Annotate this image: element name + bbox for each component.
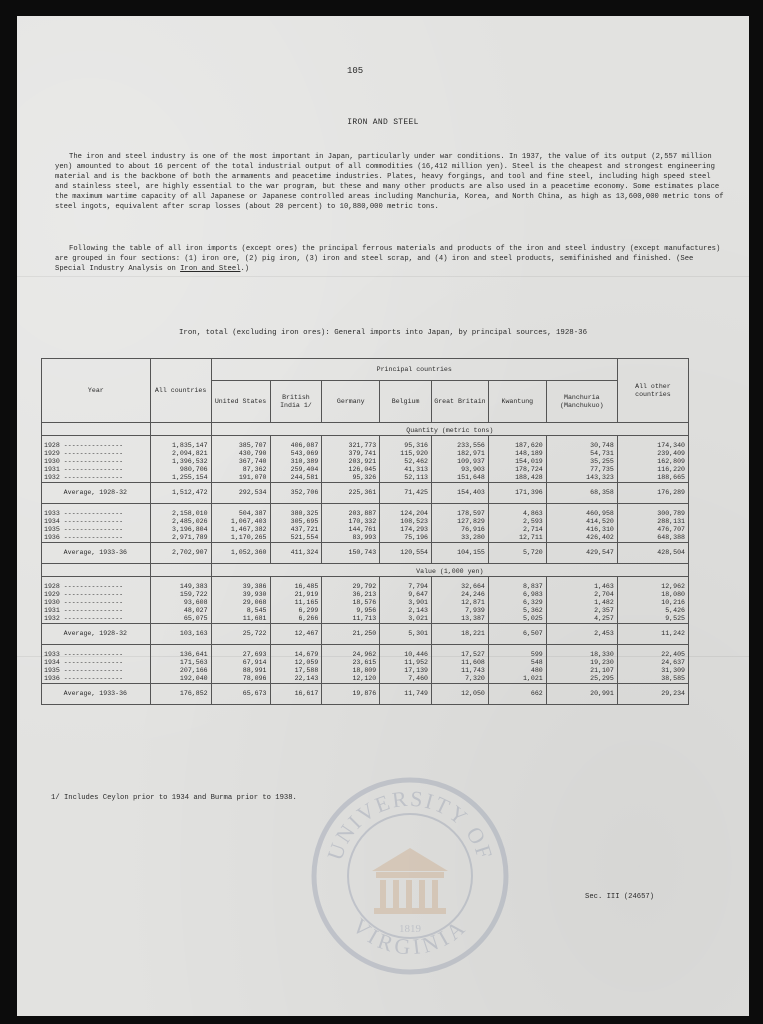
table-row xyxy=(42,615,689,624)
value-cell: 76,916 xyxy=(432,526,489,534)
value-cell: 75,196 xyxy=(380,534,432,543)
value-cell: 9,525 xyxy=(617,615,688,624)
value-cell: 7,794 xyxy=(380,583,432,591)
table-row xyxy=(42,534,689,543)
value-cell: 203,887 xyxy=(322,510,380,518)
value-cell: 3,021 xyxy=(380,615,432,624)
sections-paragraph-text: Following the table of all iron imports (except ores) the principal ferrous materials and products of the iron and steel industry (except manufactures) are grouped in four sections: (1) iron ore, (2) pig iron, (3) iron and steel scrap, and (4) iron and steel products, semifinished and finished. (See Special Industry Analysis on xyxy=(55,245,721,274)
value-cell: 25,295 xyxy=(546,675,617,684)
table-row xyxy=(42,474,689,483)
average-value: 225,361 xyxy=(322,483,380,504)
average-value: 6,507 xyxy=(488,624,546,645)
table-row xyxy=(42,591,689,599)
average-value: 2,453 xyxy=(546,624,617,645)
year-cell: 1933 --------------- xyxy=(42,510,151,518)
value-cell: 24,962 xyxy=(322,651,380,659)
value-cell: 109,937 xyxy=(432,458,489,466)
value-cell: 83,993 xyxy=(322,534,380,543)
value-cell: 12,871 xyxy=(432,599,489,607)
section-row xyxy=(42,423,689,436)
table-row xyxy=(42,607,689,615)
value-cell: 88,991 xyxy=(211,667,270,675)
value-cell: 4,863 xyxy=(488,510,546,518)
year-header: Year xyxy=(42,359,151,423)
country-header: Belgium xyxy=(380,381,432,423)
year-cell: 1929 --------------- xyxy=(42,450,151,458)
value-cell: 124,204 xyxy=(380,510,432,518)
value-cell: 1,170,265 xyxy=(211,534,270,543)
iron-imports-table xyxy=(41,358,689,705)
average-value: 150,743 xyxy=(322,543,380,564)
value-cell: 11,743 xyxy=(432,667,489,675)
value-cell: 174,340 xyxy=(617,442,688,450)
value-cell: 6,266 xyxy=(270,615,322,624)
value-cell: 154,019 xyxy=(488,458,546,466)
year-cell: 1929 --------------- xyxy=(42,591,151,599)
year-cell: 1934 --------------- xyxy=(42,659,151,667)
value-cell: 182,971 xyxy=(432,450,489,458)
sections-paragraph-end: .) xyxy=(240,265,250,274)
average-value: 68,358 xyxy=(546,483,617,504)
country-header: Germany xyxy=(322,381,380,423)
value-cell: 17,527 xyxy=(432,651,489,659)
value-cell: 1,467,382 xyxy=(211,526,270,534)
value-cell: 13,387 xyxy=(432,615,489,624)
average-value: 12,467 xyxy=(270,624,322,645)
year-cell: 1935 --------------- xyxy=(42,526,151,534)
average-value: 104,155 xyxy=(432,543,489,564)
value-cell: 385,707 xyxy=(211,442,270,450)
value-cell: 39,930 xyxy=(211,591,270,599)
value-cell: 32,664 xyxy=(432,583,489,591)
table-row xyxy=(42,466,689,474)
page-number: 105 xyxy=(347,66,364,76)
value-cell: 3,901 xyxy=(380,599,432,607)
average-value: 2,702,907 xyxy=(150,543,211,564)
value-cell: 2,357 xyxy=(546,607,617,615)
value-cell: 143,323 xyxy=(546,474,617,483)
average-value: 429,547 xyxy=(546,543,617,564)
svg-text:UNIVERSITY OF: UNIVERSITY OF xyxy=(322,785,498,864)
value-cell: 18,080 xyxy=(617,591,688,599)
average-value: 25,722 xyxy=(211,624,270,645)
value-cell: 416,310 xyxy=(546,526,617,534)
value-cell: 1,835,147 xyxy=(150,442,211,450)
value-cell: 144,761 xyxy=(322,526,380,534)
value-cell: 244,581 xyxy=(270,474,322,483)
value-cell: 48,027 xyxy=(150,607,211,615)
all-countries-header: All countries xyxy=(150,359,211,423)
value-cell: 11,952 xyxy=(380,659,432,667)
value-cell: 288,131 xyxy=(617,518,688,526)
average-value: 16,617 xyxy=(270,684,322,705)
svg-text:1819: 1819 xyxy=(399,923,421,935)
value-cell: 36,213 xyxy=(322,591,380,599)
value-cell: 41,313 xyxy=(380,466,432,474)
value-cell: 93,608 xyxy=(150,599,211,607)
value-cell: 12,059 xyxy=(270,659,322,667)
value-cell: 22,405 xyxy=(617,651,688,659)
value-cell: 21,919 xyxy=(270,591,322,599)
section-reference: Sec. III (24657) xyxy=(585,893,655,901)
average-label: Average, 1933-36 xyxy=(42,684,151,705)
table-row xyxy=(42,442,689,450)
value-cell: 10,216 xyxy=(617,599,688,607)
value-cell: 127,829 xyxy=(432,518,489,526)
average-value: 19,876 xyxy=(322,684,380,705)
all-other-countries-header: All other countries xyxy=(617,359,688,423)
value-cell: 188,428 xyxy=(488,474,546,483)
value-cell: 33,280 xyxy=(432,534,489,543)
value-cell: 11,713 xyxy=(322,615,380,624)
value-cell: 188,665 xyxy=(617,474,688,483)
table-row xyxy=(42,518,689,526)
table-row xyxy=(42,583,689,591)
table-row xyxy=(42,667,689,675)
value-cell: 11,608 xyxy=(432,659,489,667)
value-cell: 54,731 xyxy=(546,450,617,458)
average-value: 12,050 xyxy=(432,684,489,705)
average-value: 411,324 xyxy=(270,543,322,564)
value-cell: 548 xyxy=(488,659,546,667)
value-cell: 480 xyxy=(488,667,546,675)
year-cell: 1934 --------------- xyxy=(42,518,151,526)
value-cell: 367,740 xyxy=(211,458,270,466)
year-cell: 1936 --------------- xyxy=(42,675,151,684)
year-cell: 1936 --------------- xyxy=(42,534,151,543)
value-cell: 406,087 xyxy=(270,442,322,450)
table-row xyxy=(42,651,689,659)
value-cell: 2,714 xyxy=(488,526,546,534)
value-cell: 2,158,010 xyxy=(150,510,211,518)
iron-and-steel-reference: Iron and Steel xyxy=(180,265,241,274)
value-cell: 115,920 xyxy=(380,450,432,458)
value-cell: 379,741 xyxy=(322,450,380,458)
value-cell: 1,255,154 xyxy=(150,474,211,483)
year-cell: 1935 --------------- xyxy=(42,667,151,675)
value-cell: 6,329 xyxy=(488,599,546,607)
value-cell: 29,068 xyxy=(211,599,270,607)
average-value: 1,052,360 xyxy=(211,543,270,564)
table-row xyxy=(42,675,689,684)
value-cell: 3,196,804 xyxy=(150,526,211,534)
table-row xyxy=(42,450,689,458)
value-cell: 19,230 xyxy=(546,659,617,667)
value-cell: 321,773 xyxy=(322,442,380,450)
average-value: 352,706 xyxy=(270,483,322,504)
value-cell: 191,070 xyxy=(211,474,270,483)
value-cell: 178,724 xyxy=(488,466,546,474)
value-cell: 2,593 xyxy=(488,518,546,526)
value-cell: 14,679 xyxy=(270,651,322,659)
value-cell: 187,620 xyxy=(488,442,546,450)
year-cell: 1930 --------------- xyxy=(42,599,151,607)
value-cell: 430,790 xyxy=(211,450,270,458)
value-cell: 504,387 xyxy=(211,510,270,518)
average-row xyxy=(42,684,689,705)
average-row xyxy=(42,483,689,504)
average-value: 5,301 xyxy=(380,624,432,645)
average-label: Average, 1928-32 xyxy=(42,483,151,504)
value-cell: 239,409 xyxy=(617,450,688,458)
value-cell: 65,075 xyxy=(150,615,211,624)
value-cell: 23,615 xyxy=(322,659,380,667)
country-header: Kwantung xyxy=(488,381,546,423)
value-cell: 414,520 xyxy=(546,518,617,526)
average-value: 29,234 xyxy=(617,684,688,705)
value-cell: 29,792 xyxy=(322,583,380,591)
value-cell: 426,402 xyxy=(546,534,617,543)
value-cell: 18,576 xyxy=(322,599,380,607)
value-cell: 12,120 xyxy=(322,675,380,684)
value-cell: 6,299 xyxy=(270,607,322,615)
average-value: 292,534 xyxy=(211,483,270,504)
value-cell: 2,704 xyxy=(546,591,617,599)
value-cell: 300,789 xyxy=(617,510,688,518)
year-cell: 1933 --------------- xyxy=(42,651,151,659)
value-cell: 16,485 xyxy=(270,583,322,591)
value-cell: 380,325 xyxy=(270,510,322,518)
year-cell: 1932 --------------- xyxy=(42,474,151,483)
average-value: 21,250 xyxy=(322,624,380,645)
value-cell: 95,316 xyxy=(380,442,432,450)
spacer-cell xyxy=(42,423,151,436)
value-cell: 27,693 xyxy=(211,651,270,659)
value-cell: 151,648 xyxy=(432,474,489,483)
average-value: 428,504 xyxy=(617,543,688,564)
value-cell: 476,707 xyxy=(617,526,688,534)
value-cell: 35,255 xyxy=(546,458,617,466)
value-cell: 116,220 xyxy=(617,466,688,474)
value-cell: 9,647 xyxy=(380,591,432,599)
value-cell: 1,021 xyxy=(488,675,546,684)
average-value: 5,720 xyxy=(488,543,546,564)
value-cell: 22,143 xyxy=(270,675,322,684)
average-value: 11,242 xyxy=(617,624,688,645)
value-cell: 2,485,026 xyxy=(150,518,211,526)
value-cell: 5,025 xyxy=(488,615,546,624)
country-header: Manchuria (Manchukuo) xyxy=(546,381,617,423)
value-cell: 980,706 xyxy=(150,466,211,474)
year-cell: 1932 --------------- xyxy=(42,615,151,624)
value-cell: 17,139 xyxy=(380,667,432,675)
value-cell: 18,809 xyxy=(322,667,380,675)
value-cell: 4,257 xyxy=(546,615,617,624)
value-cell: 10,446 xyxy=(380,651,432,659)
value-cell: 17,588 xyxy=(270,667,322,675)
value-cell: 437,721 xyxy=(270,526,322,534)
value-cell: 1,067,403 xyxy=(211,518,270,526)
value-cell: 95,326 xyxy=(322,474,380,483)
value-cell: 5,362 xyxy=(488,607,546,615)
value-cell: 38,585 xyxy=(617,675,688,684)
value-cell: 159,722 xyxy=(150,591,211,599)
country-header: United States xyxy=(211,381,270,423)
average-label: Average, 1933-36 xyxy=(42,543,151,564)
value-cell: 171,563 xyxy=(150,659,211,667)
average-value: 176,852 xyxy=(150,684,211,705)
average-value: 1,512,472 xyxy=(150,483,211,504)
average-value: 662 xyxy=(488,684,546,705)
footnote: 1/ Includes Ceylon prior to 1934 and Burma prior to 1938. xyxy=(51,794,297,802)
value-cell: 24,246 xyxy=(432,591,489,599)
average-value: 71,425 xyxy=(380,483,432,504)
average-value: 120,554 xyxy=(380,543,432,564)
value-cell: 39,386 xyxy=(211,583,270,591)
value-cell: 87,362 xyxy=(211,466,270,474)
value-cell: 18,330 xyxy=(546,651,617,659)
value-cell: 170,332 xyxy=(322,518,380,526)
value-cell: 599 xyxy=(488,651,546,659)
country-header: British India 1/ xyxy=(270,381,322,423)
spacer-cell xyxy=(42,564,151,577)
section-row xyxy=(42,564,689,577)
value-cell: 12,962 xyxy=(617,583,688,591)
country-header: Great Britain xyxy=(432,381,489,423)
value-cell: 305,695 xyxy=(270,518,322,526)
value-cell: 192,040 xyxy=(150,675,211,684)
value-cell: 7,320 xyxy=(432,675,489,684)
year-cell: 1928 --------------- xyxy=(42,442,151,450)
value-cell: 543,069 xyxy=(270,450,322,458)
value-cell: 1,482 xyxy=(546,599,617,607)
average-value: 171,396 xyxy=(488,483,546,504)
value-cell: 11,165 xyxy=(270,599,322,607)
svg-text:VIRGINIA: VIRGINIA xyxy=(347,912,473,960)
average-value: 103,163 xyxy=(150,624,211,645)
document-page xyxy=(17,16,749,1016)
value-cell: 30,748 xyxy=(546,442,617,450)
value-cell: 174,293 xyxy=(380,526,432,534)
value-cell: 108,523 xyxy=(380,518,432,526)
average-label: Average, 1928-32 xyxy=(42,624,151,645)
value-cell: 5,426 xyxy=(617,607,688,615)
value-cell: 77,735 xyxy=(546,466,617,474)
value-cell: 1,463 xyxy=(546,583,617,591)
value-cell: 203,921 xyxy=(322,458,380,466)
table-row xyxy=(42,599,689,607)
year-cell: 1931 --------------- xyxy=(42,607,151,615)
value-cell: 648,388 xyxy=(617,534,688,543)
average-value: 18,221 xyxy=(432,624,489,645)
value-cell: 8,837 xyxy=(488,583,546,591)
average-row xyxy=(42,543,689,564)
intro-paragraph: The iron and steel industry is one of the most important in Japan, particularly under war conditions. In 1937, the value of its output (2,557 million yen) amounted to about 16 percent of the total industrial output of all commodities (16,412 million yen). Steel is the cheapest and strongest engineering material and is the backbone of both the armaments and peacetime industries. Plates, heavy forgings, and tool and fine steel, including high speed steel and stainless steel, are highly essential to the war program, but these and many other products are also used in a peacetime economy. Some estimates place the maximum wartime capacity of all Japanese or Japanese controlled areas including Manchuria, Korea, and North China, as high as 13,600,000 metric tons of steel ingots, equivalent after scrap losses (about 20 percent) to 10,880,000 metric tons. xyxy=(55,153,724,212)
value-cell: 460,958 xyxy=(546,510,617,518)
value-cell: 11,681 xyxy=(211,615,270,624)
value-cell: 9,956 xyxy=(322,607,380,615)
value-cell: 31,309 xyxy=(617,667,688,675)
year-cell: 1930 --------------- xyxy=(42,458,151,466)
value-cell: 136,641 xyxy=(150,651,211,659)
table-caption: Iron, total (excluding iron ores): General imports into Japan, by principal sources, 1928-36 xyxy=(178,329,588,337)
value-cell: 52,113 xyxy=(380,474,432,483)
value-cell: 67,914 xyxy=(211,659,270,667)
value-cell: 78,096 xyxy=(211,675,270,684)
value-cell: 52,462 xyxy=(380,458,432,466)
average-value: 20,991 xyxy=(546,684,617,705)
year-cell: 1931 --------------- xyxy=(42,466,151,474)
average-value: 176,289 xyxy=(617,483,688,504)
value-cell: 12,711 xyxy=(488,534,546,543)
value-cell: 2,971,789 xyxy=(150,534,211,543)
value-cell: 521,554 xyxy=(270,534,322,543)
value-cell: 6,983 xyxy=(488,591,546,599)
sections-paragraph xyxy=(55,244,727,274)
value-cell: 259,404 xyxy=(270,466,322,474)
spacer-cell xyxy=(150,423,211,436)
value-cell: 178,597 xyxy=(432,510,489,518)
spacer-cell xyxy=(150,564,211,577)
average-row xyxy=(42,624,689,645)
value-cell: 24,637 xyxy=(617,659,688,667)
table-row xyxy=(42,458,689,466)
value-cell: 21,107 xyxy=(546,667,617,675)
value-cell: 2,094,821 xyxy=(150,450,211,458)
value-cell: 310,389 xyxy=(270,458,322,466)
university-seal-watermark xyxy=(310,776,510,976)
value-cell: 1,396,532 xyxy=(150,458,211,466)
value-cell: 7,939 xyxy=(432,607,489,615)
value-cell: 8,545 xyxy=(211,607,270,615)
value-cell: 149,383 xyxy=(150,583,211,591)
principal-countries-header: Principal countries xyxy=(211,359,617,381)
value-cell: 233,556 xyxy=(432,442,489,450)
average-value: 154,403 xyxy=(432,483,489,504)
year-cell: 1928 --------------- xyxy=(42,583,151,591)
table-row xyxy=(42,659,689,667)
value-cell: 7,460 xyxy=(380,675,432,684)
average-value: 11,749 xyxy=(380,684,432,705)
section-label: Value (1,000 yen) xyxy=(211,564,688,577)
value-cell: 2,143 xyxy=(380,607,432,615)
average-value: 65,673 xyxy=(211,684,270,705)
value-cell: 207,166 xyxy=(150,667,211,675)
value-cell: 148,189 xyxy=(488,450,546,458)
value-cell: 126,045 xyxy=(322,466,380,474)
value-cell: 93,903 xyxy=(432,466,489,474)
value-cell: 162,809 xyxy=(617,458,688,466)
section-label: Quantity (metric tons) xyxy=(211,423,688,436)
table-row xyxy=(42,510,689,518)
section-heading: IRON AND STEEL xyxy=(347,118,419,127)
table-row xyxy=(42,526,689,534)
